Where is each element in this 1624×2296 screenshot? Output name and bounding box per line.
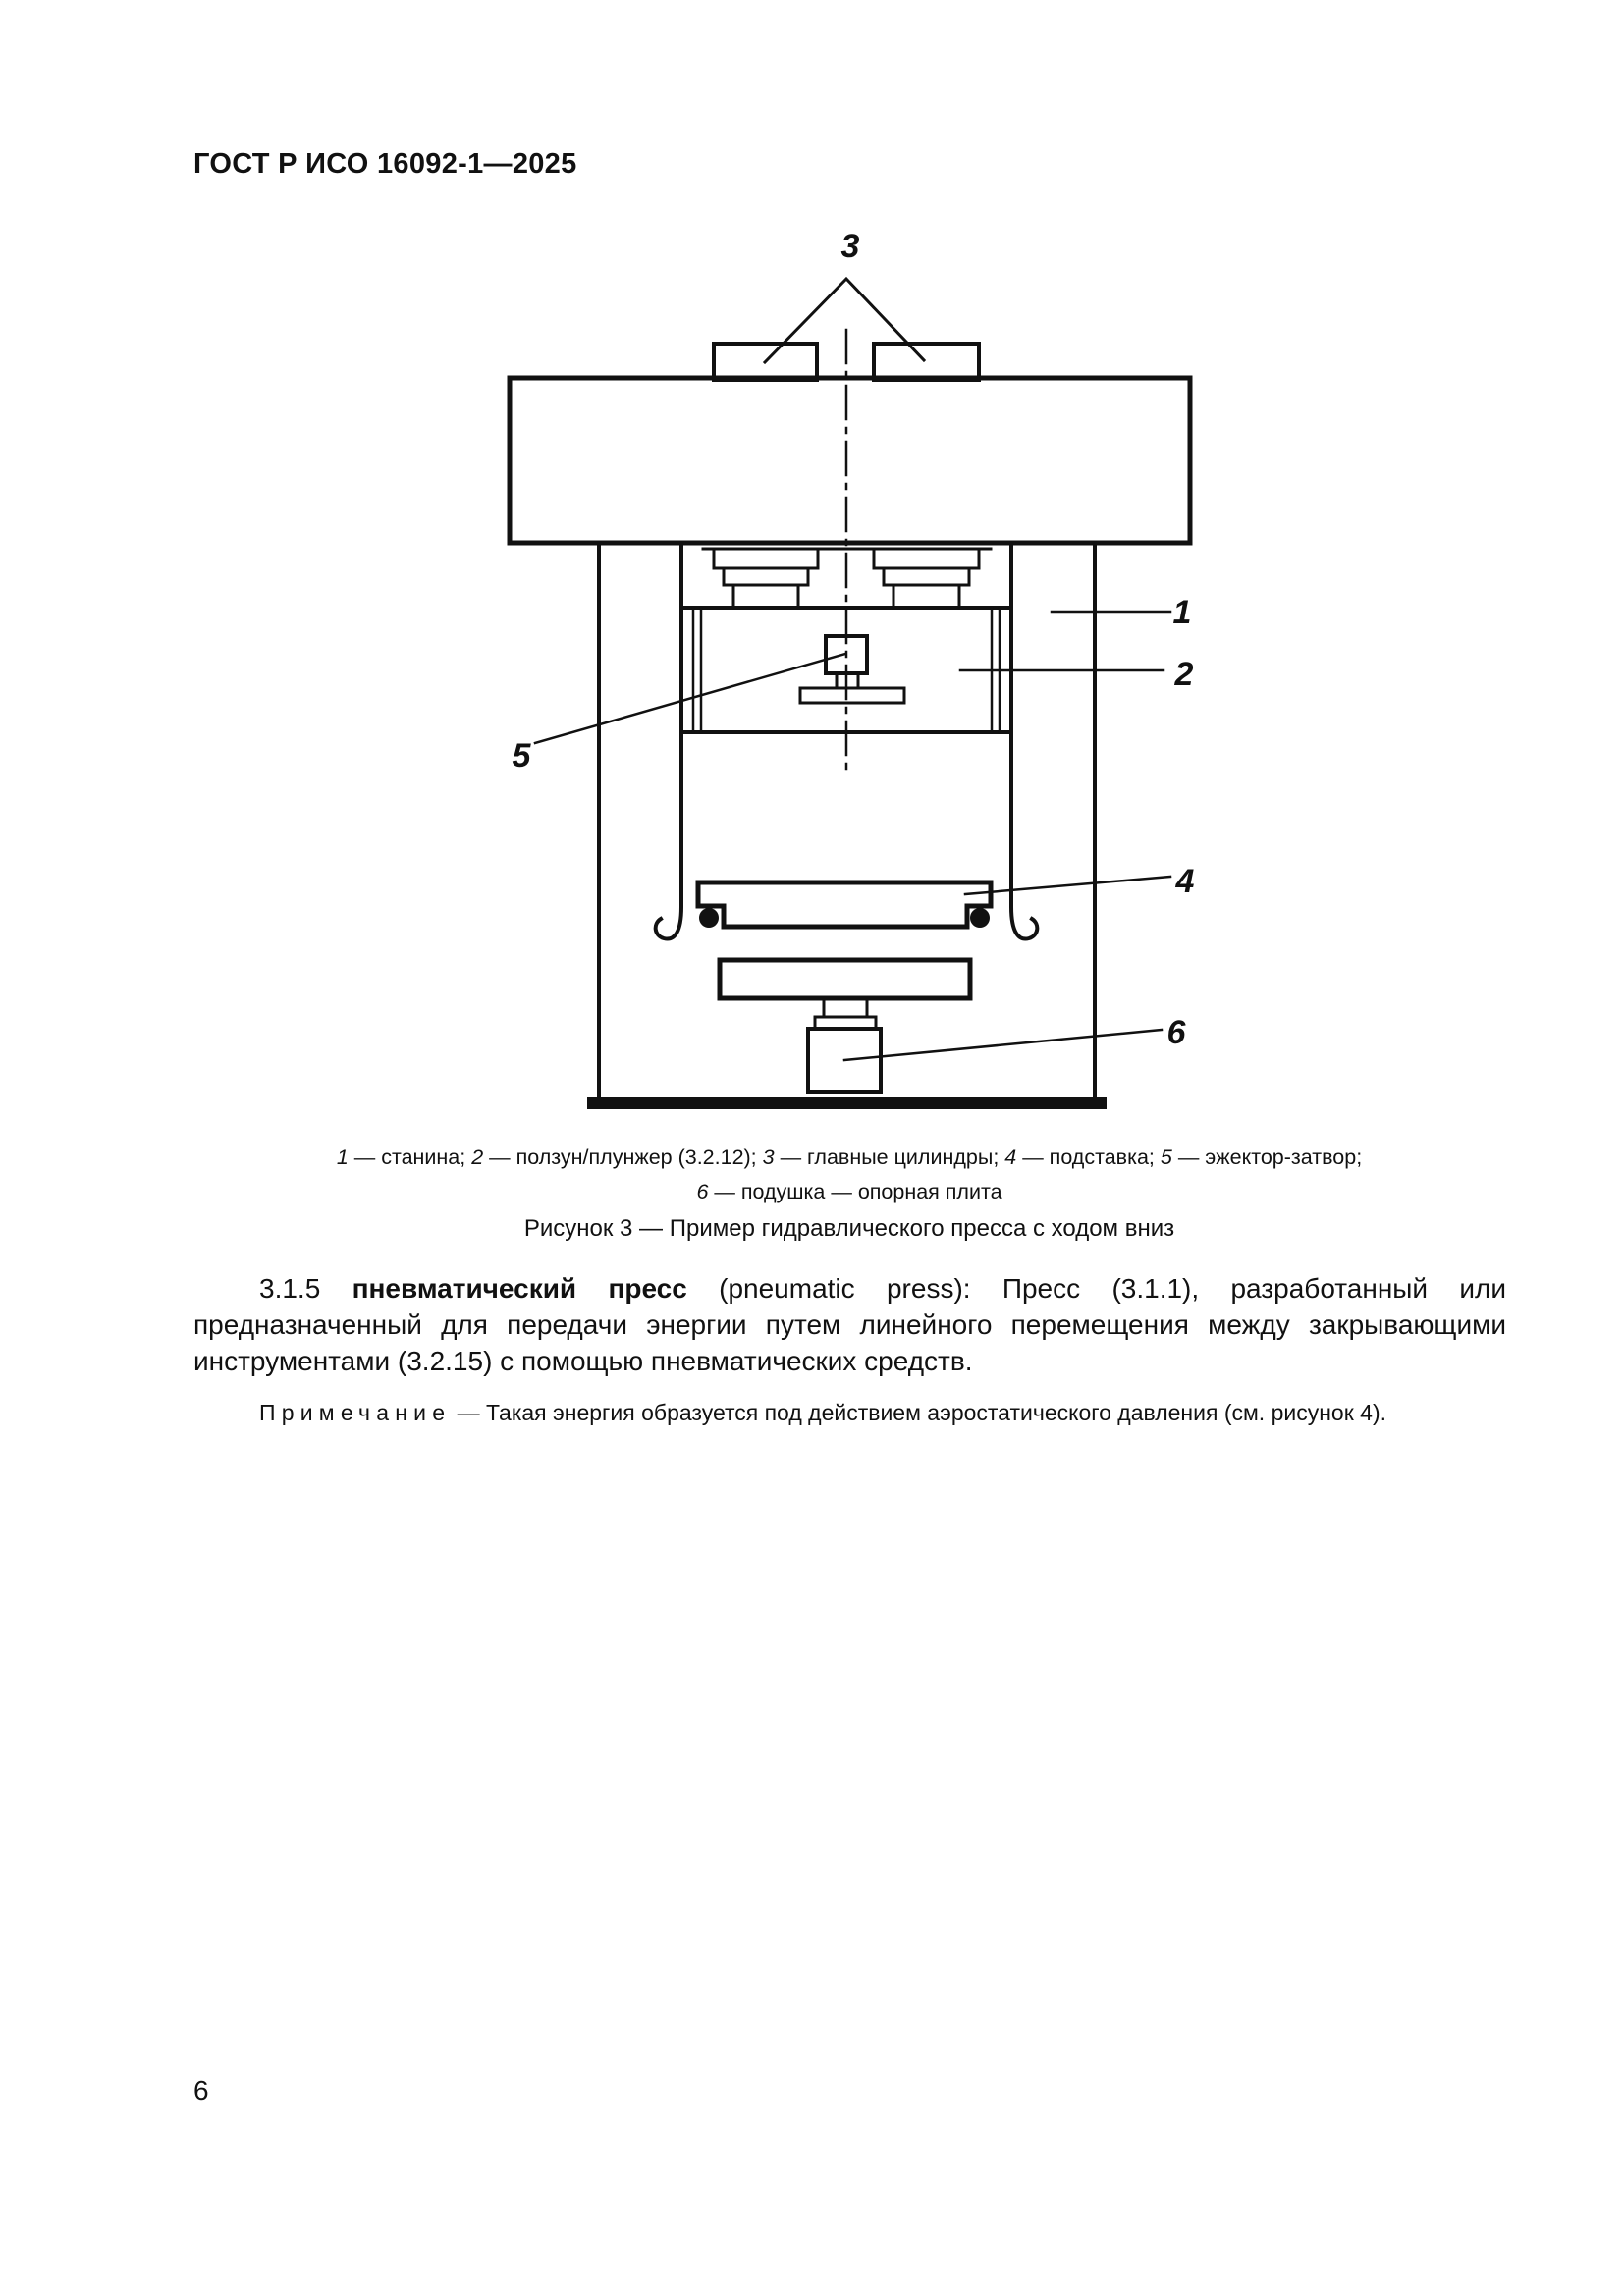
figure-legend-line-1: 1 — станина; 2 — ползун/плунжер (3.2.12); 3 — главные цилиндры; 4 — подставка; 5 — эжектор-затвор;	[336, 1146, 1363, 1169]
figure-legend-line-2: 6 — подушка — опорная плита	[696, 1180, 1002, 1203]
figure-caption: Рисунок 3 — Пример гидравлического пресса с ходом вниз	[523, 1215, 1175, 1242]
callout-label-4: 4	[1175, 863, 1195, 900]
ejector-shutter	[800, 636, 904, 703]
clause-paragraph: 3.1.5 пневматический пресс (pneumatic press): Пресс (3.1.1), разработанный или предназначенный для передачи энергии путем линейного перемещения между закрывающими инструментами (3.2.15) с помощью пневматических средств.	[193, 1273, 1506, 1376]
callout-3-leader-lines	[765, 279, 924, 362]
press-crown	[510, 378, 1190, 543]
callout-label-5: 5	[512, 737, 531, 774]
callout-label-3: 3	[840, 228, 860, 265]
bolster-stand	[698, 882, 991, 928]
callout-label-6: 6	[1166, 1014, 1186, 1051]
page-number: 6	[193, 2075, 209, 2106]
document-code-header: ГОСТ Р ИСО 16092-1—2025	[193, 148, 577, 180]
figure-legend	[157, 1141, 1542, 1209]
callout-label-2: 2	[1174, 656, 1194, 693]
clause-note: Примечание — Такая энергия образуется под действием аэростатического давления (см. рисунок 4).	[259, 1400, 1386, 1425]
callout-leader-lines	[535, 612, 1170, 1060]
callout-label-1: 1	[1172, 594, 1192, 631]
press-diagram	[0, 0, 1624, 1139]
bed-plate-and-cushion	[720, 960, 970, 1092]
